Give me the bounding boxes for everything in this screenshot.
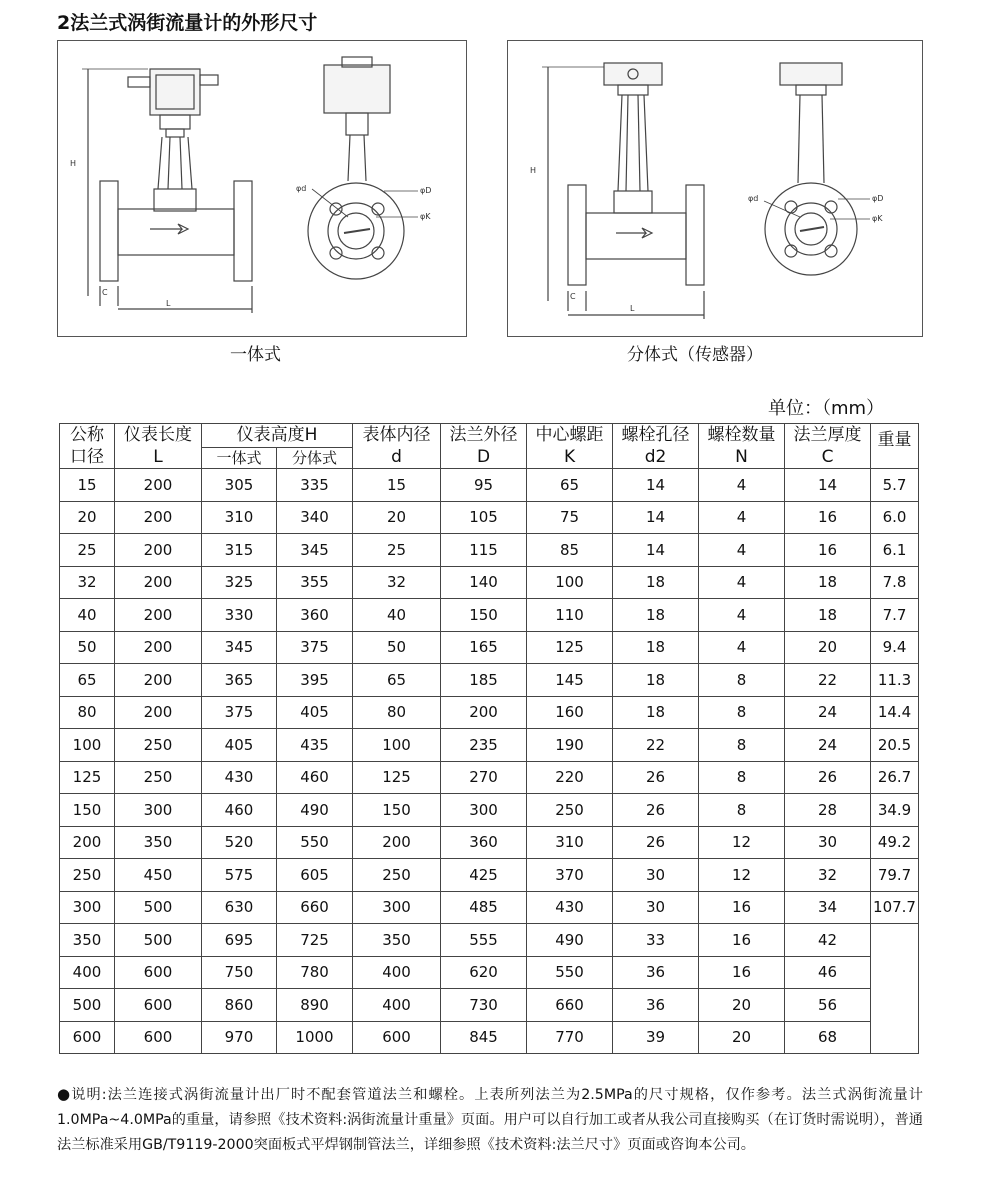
table-cell: 26 [613,794,699,827]
table-cell: 235 [441,729,527,762]
table-cell: 550 [527,956,613,989]
table-cell: 28 [785,794,871,827]
dim-K-label: φK [872,214,883,223]
table-cell: 80 [353,696,441,729]
table-body [60,469,919,1054]
table-cell: 430 [202,761,277,794]
table-cell: 200 [115,631,202,664]
table-cell: 360 [441,826,527,859]
table-cell: 250 [527,794,613,827]
table-cell: 20 [785,631,871,664]
table-cell: 25 [60,534,115,567]
header-height-integrated: 一体式 [202,447,277,468]
table-cell: 110 [527,599,613,632]
table-cell: 12 [699,826,785,859]
table-cell: 30 [785,826,871,859]
table-cell: 370 [527,859,613,892]
table-cell: 605 [277,859,353,892]
table-cell: 65 [527,469,613,502]
table-cell: 36 [613,989,699,1022]
table-cell: 100 [353,729,441,762]
table-cell: 750 [202,956,277,989]
split-drawing [508,41,924,338]
table-cell: 355 [277,566,353,599]
header-height: 仪表高度H [202,424,353,448]
dimension-table [59,423,919,1054]
table-cell: 730 [441,989,527,1022]
table-cell: 140 [441,566,527,599]
table-cell: 200 [115,599,202,632]
table-cell: 32 [60,566,115,599]
table-cell: 305 [202,469,277,502]
table-cell: 39 [613,1021,699,1054]
table-cell: 4 [699,534,785,567]
table-cell: 4 [699,631,785,664]
table-cell: 11.3 [871,664,919,697]
table-row [60,631,919,664]
table-cell: 100 [60,729,115,762]
table-cell: 6.1 [871,534,919,567]
table-cell: 490 [527,924,613,957]
table-cell: 4 [699,469,785,502]
table-cell: 26.7 [871,761,919,794]
unit-label: 单位：（mm） [768,398,885,419]
table-row [60,696,919,729]
integrated-caption: 一体式 [230,345,281,365]
table-cell: 14 [613,534,699,567]
table-cell: 85 [527,534,613,567]
table-cell: 575 [202,859,277,892]
table-cell: 16 [785,534,871,567]
table-row [60,859,919,892]
table-cell: 24 [785,729,871,762]
table-cell: 165 [441,631,527,664]
dim-L-label: L [166,299,171,308]
table-cell: 500 [115,891,202,924]
table-cell: 36 [613,956,699,989]
table-cell: 26 [613,761,699,794]
table-row [60,599,919,632]
table-cell: 40 [353,599,441,632]
table-cell: 185 [441,664,527,697]
dim-d-label: φd [296,184,307,193]
table-cell: 30 [613,891,699,924]
table-cell: 620 [441,956,527,989]
table-row [60,794,919,827]
table-cell: 16 [699,924,785,957]
table-cell: 4 [699,566,785,599]
table-cell: 18 [613,631,699,664]
table-cell: 350 [115,826,202,859]
table-cell: 500 [115,924,202,957]
table-cell: 50 [353,631,441,664]
dim-H-label: H [70,159,77,168]
table-cell: 770 [527,1021,613,1054]
table-cell: 600 [60,1021,115,1054]
table-cell: 330 [202,599,277,632]
table-cell: 345 [277,534,353,567]
table-row [60,1021,919,1054]
header-bolt-count: 螺栓数量 N [699,424,785,469]
table-cell: 360 [277,599,353,632]
table-cell: 460 [277,761,353,794]
dim-C-label: C [102,288,108,297]
table-cell: 65 [60,664,115,697]
table-cell: 49.2 [871,826,919,859]
table-cell: 600 [115,989,202,1022]
table-cell: 4 [699,599,785,632]
table-cell: 200 [115,469,202,502]
table-cell: 9.4 [871,631,919,664]
table-cell: 18 [785,599,871,632]
table-cell: 435 [277,729,353,762]
table-cell: 8 [699,761,785,794]
table-cell: 20 [353,501,441,534]
table-cell: 425 [441,859,527,892]
dim-D-label: φD [872,194,884,203]
table-cell: 200 [60,826,115,859]
table-cell: 780 [277,956,353,989]
table-cell: 555 [441,924,527,957]
table-cell: 26 [613,826,699,859]
table-cell: 325 [202,566,277,599]
table-cell: 40 [60,599,115,632]
table-cell: 220 [527,761,613,794]
table-cell: 890 [277,989,353,1022]
table-cell: 550 [277,826,353,859]
table-cell: 26 [785,761,871,794]
table-cell: 375 [277,631,353,664]
page-title: 2法兰式涡街流量计的外形尺寸 [57,12,318,34]
table-cell: 18 [613,696,699,729]
table-cell: 65 [353,664,441,697]
table-cell: 68 [785,1021,871,1054]
table-cell: 190 [527,729,613,762]
table-cell: 335 [277,469,353,502]
header-bolt-hole: 螺栓孔径 d2 [613,424,699,469]
table-cell: 150 [441,599,527,632]
integrated-drawing-panel [57,40,467,337]
dim-D-label: φD [420,186,432,195]
table-cell: 33 [613,924,699,957]
table-cell: 340 [277,501,353,534]
table-cell-empty [871,924,919,1054]
table-cell: 18 [613,566,699,599]
table-cell: 56 [785,989,871,1022]
table-cell: 7.8 [871,566,919,599]
table-cell: 30 [613,859,699,892]
table-cell: 660 [277,891,353,924]
header-length: 仪表长度 L [115,424,202,469]
note-bullet: ● [57,1085,72,1103]
dim-d-label: φd [748,194,759,203]
table-cell: 80 [60,696,115,729]
header-flange-thickness: 法兰厚度 C [785,424,871,469]
table-row [60,469,919,502]
table-cell: 600 [353,1021,441,1054]
table-cell: 970 [202,1021,277,1054]
table-cell: 200 [441,696,527,729]
table-row [60,761,919,794]
table-cell: 42 [785,924,871,957]
table-cell: 20.5 [871,729,919,762]
table-cell: 1000 [277,1021,353,1054]
table-cell: 125 [60,761,115,794]
table-cell: 315 [202,534,277,567]
table-row [60,566,919,599]
table-cell: 300 [441,794,527,827]
table-cell: 105 [441,501,527,534]
table-row [60,664,919,697]
table-cell: 200 [115,696,202,729]
table-cell: 8 [699,794,785,827]
table-cell: 16 [785,501,871,534]
table-cell: 8 [699,729,785,762]
table-cell: 100 [527,566,613,599]
table-row [60,826,919,859]
table-cell: 16 [699,956,785,989]
table-cell: 14 [613,501,699,534]
header-bolt-circle: 中心螺距 K [527,424,613,469]
table-cell: 200 [115,501,202,534]
table-cell: 375 [202,696,277,729]
table-cell: 250 [353,859,441,892]
table-cell: 300 [60,891,115,924]
table-cell: 400 [353,989,441,1022]
table-cell: 160 [527,696,613,729]
table-cell: 18 [613,664,699,697]
table-cell: 660 [527,989,613,1022]
table-cell: 250 [60,859,115,892]
table-cell: 95 [441,469,527,502]
table-cell: 18 [785,566,871,599]
table-cell: 125 [353,761,441,794]
table-cell: 7.7 [871,599,919,632]
header-inner-diameter: 表体内径 d [353,424,441,469]
table-cell: 150 [60,794,115,827]
table-cell: 75 [527,501,613,534]
table-cell: 490 [277,794,353,827]
table-cell: 20 [60,501,115,534]
table-cell: 32 [353,566,441,599]
table-cell: 520 [202,826,277,859]
table-row [60,924,919,957]
table-cell: 400 [60,956,115,989]
table-cell: 405 [202,729,277,762]
table-cell: 270 [441,761,527,794]
table-cell: 400 [353,956,441,989]
note [57,1082,923,1158]
table-cell: 200 [115,566,202,599]
table-cell: 630 [202,891,277,924]
table-cell: 50 [60,631,115,664]
table-cell: 34 [785,891,871,924]
table-cell: 14 [613,469,699,502]
table-cell: 200 [115,664,202,697]
dim-L-label: L [630,304,635,313]
table-cell: 695 [202,924,277,957]
table-cell: 18 [613,599,699,632]
table-cell: 20 [699,989,785,1022]
table-cell: 79.7 [871,859,919,892]
table-cell: 845 [441,1021,527,1054]
split-drawing-panel [507,40,923,337]
table-cell: 145 [527,664,613,697]
dim-C-label: C [570,292,576,301]
header-flange-outer: 法兰外径 D [441,424,527,469]
table-cell: 460 [202,794,277,827]
table-cell: 485 [441,891,527,924]
split-caption: 分体式（传感器） [627,345,763,365]
dim-K-label: φK [420,212,431,221]
header-weight: 重量 [871,424,919,469]
table-cell: 300 [115,794,202,827]
table-cell: 14 [785,469,871,502]
table-cell: 250 [115,729,202,762]
table-cell: 5.7 [871,469,919,502]
table-cell: 200 [353,826,441,859]
table-cell: 115 [441,534,527,567]
table-cell: 107.7 [871,891,919,924]
table-cell: 860 [202,989,277,1022]
table-cell: 430 [527,891,613,924]
table-cell: 350 [60,924,115,957]
table-cell: 46 [785,956,871,989]
table-row [60,501,919,534]
header-dn: 公称 口径 [60,424,115,469]
table-cell: 310 [527,826,613,859]
table-cell: 15 [353,469,441,502]
table-cell: 450 [115,859,202,892]
table-cell: 725 [277,924,353,957]
table-cell: 600 [115,956,202,989]
table-cell: 500 [60,989,115,1022]
table-cell: 14.4 [871,696,919,729]
note-text: 说明:法兰连接式涡街流量计出厂时不配套管道法兰和螺栓。上表所列法兰为2.5MPa的尺寸规格，仅作参考。法兰式涡街流量计1.0MPa~4.0MPa的重量，请参照《技术资料:涡街流量计重量》页面。用户可以自行加工或者从我公司直接购买（在订货时需说明），普通法兰标准采用GB/T9119-2000突面板式平焊钢制管法兰，详细参照《技术资料:法兰尺寸》页面或咨询本公司。 [57,1087,923,1153]
table-cell: 4 [699,501,785,534]
table-cell: 34.9 [871,794,919,827]
table-cell: 20 [699,1021,785,1054]
table-cell: 25 [353,534,441,567]
table-cell: 15 [60,469,115,502]
table-cell: 12 [699,859,785,892]
table-cell: 405 [277,696,353,729]
table-row [60,534,919,567]
table-cell: 24 [785,696,871,729]
table-row [60,989,919,1022]
table-row [60,956,919,989]
table-cell: 32 [785,859,871,892]
dim-H-label: H [530,166,537,175]
table-cell: 310 [202,501,277,534]
header-height-split: 分体式 [277,447,353,468]
table-row [60,891,919,924]
table-cell: 395 [277,664,353,697]
table-cell: 8 [699,664,785,697]
table-cell: 600 [115,1021,202,1054]
table-cell: 16 [699,891,785,924]
table-cell: 200 [115,534,202,567]
integrated-drawing [58,41,468,338]
table-cell: 300 [353,891,441,924]
table-cell: 345 [202,631,277,664]
table-cell: 250 [115,761,202,794]
table-cell: 125 [527,631,613,664]
table-cell: 350 [353,924,441,957]
table-row [60,729,919,762]
table-cell: 8 [699,696,785,729]
table-cell: 365 [202,664,277,697]
table-cell: 150 [353,794,441,827]
table-cell: 22 [613,729,699,762]
table-cell: 6.0 [871,501,919,534]
table-cell: 22 [785,664,871,697]
